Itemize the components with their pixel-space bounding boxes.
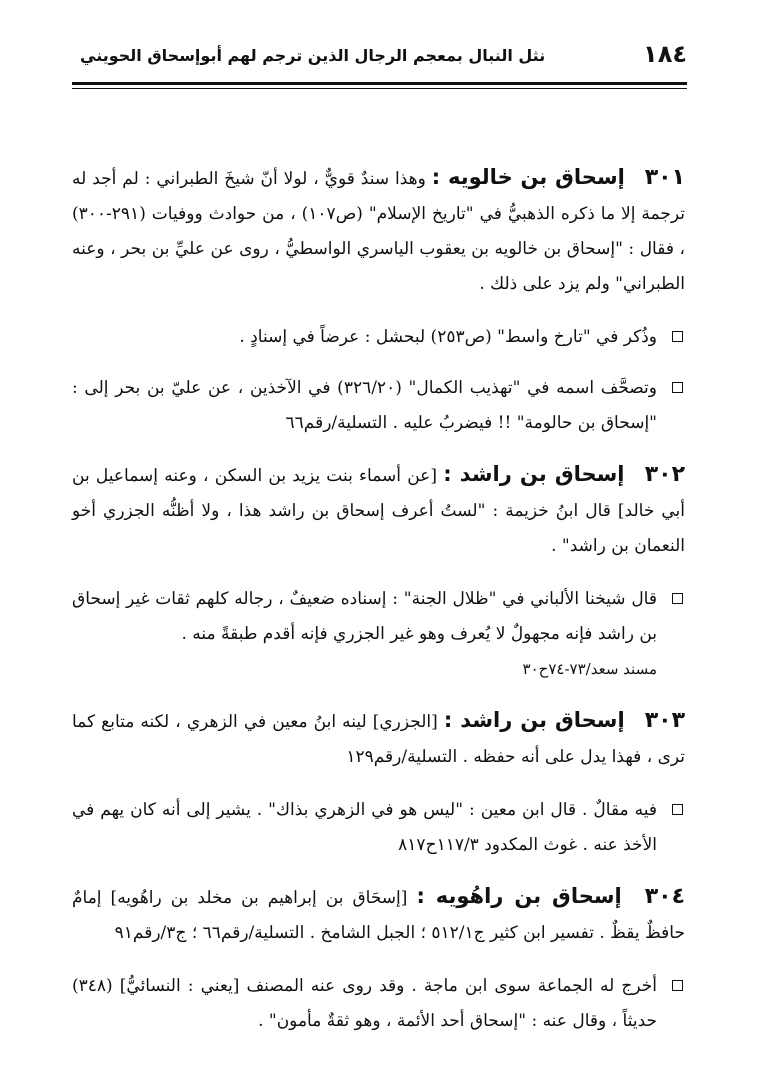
note-reference: مسند سعد/٧٣-٧٤ح٣٠: [522, 660, 657, 678]
entry-text: [الجزري] لينه ابنُ معين في الزهري ، لكنه متابع كما ترى ، فهذا يدل على أنه حفظه . التسلية/رقم١٢٩: [72, 712, 685, 767]
entry-number: ٣٠٢: [644, 462, 686, 487]
entry-text: وهذا سندٌ قويٌّ ، لولا أنّ شيخَ الطبراني : لم أجد له ترجمة إلا ما ذكره الذهبيُّ في "تاريخ الإسلام" (ص١٠٧) ، من حوادث ووفيات (٢٩١-٣٠٠) ، فقال : "إسحاق بن خالويه بن يعقوب الياسري الواسطيُّ ، روى عن عليِّ بن بحر ، وعنه الطبراني" ولم يزد على ذلك .: [72, 169, 685, 294]
header-rule-thin: [72, 88, 687, 89]
checkbox-bullet-icon: [672, 382, 683, 393]
note-text: فيه مقالٌ . قال ابن معين : "ليس هو في الزهري بذاك" . يشير إلى أنه كان يهم في الأخذ عنه . غوث المكدود ١١٧/٣ح٨١٧: [72, 800, 658, 855]
entry-number: ٣٠٤: [644, 884, 686, 909]
note-text: وتصحَّف اسمه في "تهذيب الكمال" (٣٢٦/٢٠) في الآخذين ، عن عليّ بن بحر إلى : "إسحاق بن حالومة" !! فيضربُ عليه . التسلية/رقم٦٦: [72, 378, 657, 433]
note: [72, 969, 685, 1039]
entry-name: إسحاق بن راهُويه :: [416, 884, 622, 908]
note: [72, 320, 685, 355]
note: [72, 371, 685, 441]
note-text: وذُكر في "تارخ واسط" (ص٢٥٣) لبحشل : عرضاً في إسنادٍ .: [239, 327, 657, 347]
entry-text: [عن أسماء بنت يزيد بن السكن ، وعنه إسماعيل بن أبي خالد] قال ابنُ خزيمة : "لستُ أعرف إسحاق بن راشد هذا ، ولا أظنُّه الجزري أخو النعمان بن راشد" .: [72, 466, 685, 556]
entry-301: [72, 160, 685, 302]
entry-302: [72, 457, 685, 564]
note-text: قال شيخنا الألباني في "ظلال الجنة" : إسناده ضعيفٌ ، رجاله كلهم ثقات غير إسحاق بن راشد فإنه مجهولٌ لا يُعرف وهو غير الجزري فإنه أقدم طبقةً منه .: [72, 589, 657, 644]
header-rule-thick: [72, 82, 687, 85]
entry-number: ٣٠٣: [644, 708, 686, 733]
page-header: [80, 40, 687, 74]
entry-name: إسحاق بن راشد :: [443, 462, 625, 486]
note: [72, 582, 685, 687]
note-text: أخرج له الجماعة سوى ابن ماجة . وقد روى عنه المصنف [يعني : النسائيُّ] (٣٤٨) حديثاً ، وقال عنه : "إسحاق أحد الأئمة ، وهو ثقةٌ مأمون" .: [72, 976, 657, 1031]
page-body: [72, 160, 685, 1055]
entry-text: [إسحَاق بن إبراهيم بن مخلد بن راهُويه] إمامٌ حافظٌ يقظٌ . تفسير ابن كثير ج٥١٢/١ ؛ الجبل الشامخ . التسلية/رقم٦٦ ؛ ج٣/رقم٩١: [72, 888, 685, 943]
page-number: ١٨٤: [643, 40, 687, 68]
checkbox-bullet-icon: [672, 980, 683, 991]
entry-304: [72, 879, 685, 951]
checkbox-bullet-icon: [672, 804, 683, 815]
entry-number: ٣٠١: [644, 165, 686, 190]
note: [72, 793, 685, 863]
entry-name: إسحاق بن راشد :: [443, 708, 625, 732]
entry-303: [72, 703, 685, 775]
checkbox-bullet-icon: [672, 331, 683, 342]
running-title: نثل النبال بمعجم الرجال الذين ترجم لهم أبوإسحاق الحويني: [80, 46, 546, 65]
entry-name: إسحاق بن خالويه :: [431, 165, 625, 189]
checkbox-bullet-icon: [672, 593, 683, 604]
